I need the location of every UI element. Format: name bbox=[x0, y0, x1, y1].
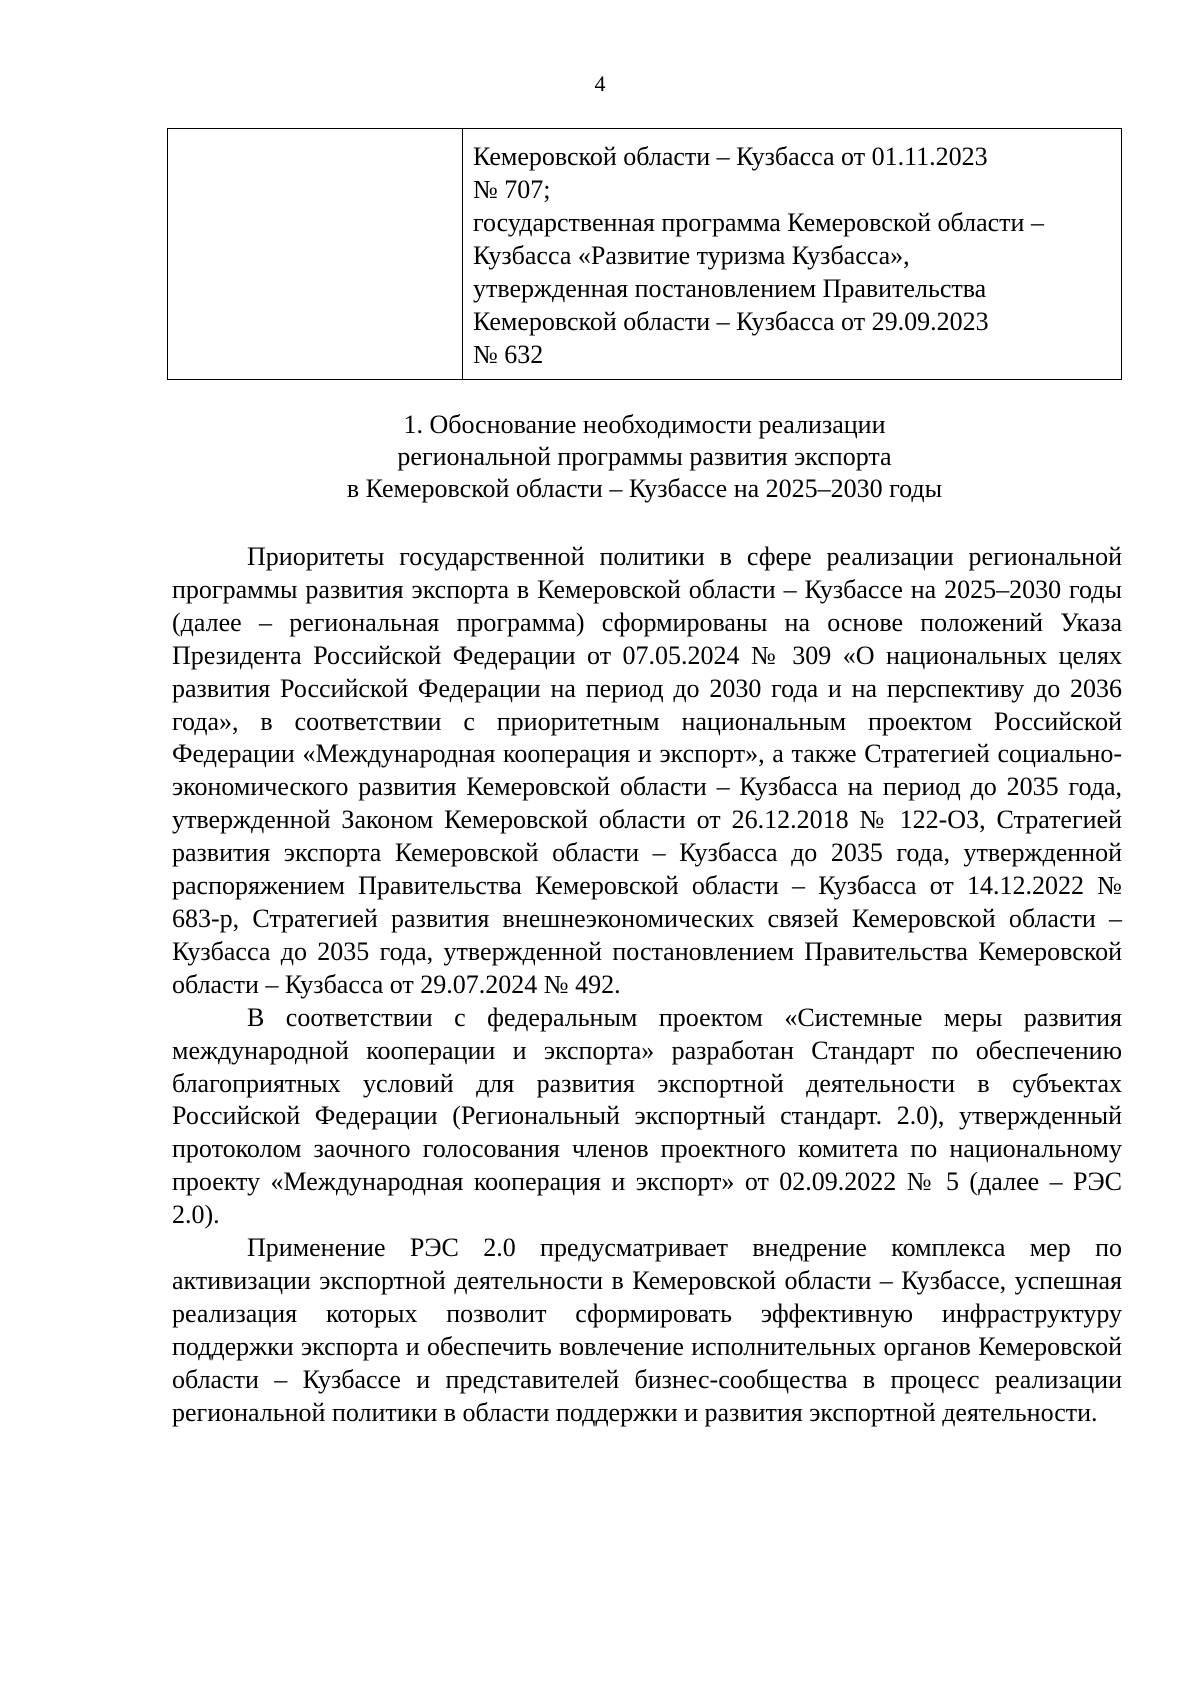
table-left-cell bbox=[168, 129, 463, 380]
table-cell-line: № 632 bbox=[473, 340, 544, 369]
body-paragraph: Приоритеты государственной политики в сфере реализации региональной программы развития экспорта в Кемеровской области – Кузбассе на 2025–2030 годы (далее – региональная программа) сформированы на основе положений Указа Президента Российской Федерации от 07.05.2024 № 309 «О национальных целях развития Российской Федерации на период до 2030 года и на перспективу до 2036 года», в соответствии с приоритетным национальным проектом Российской Федерации «Международная кооперация и экспорт», а также Стратегией социально-экономического развития Кемеровской области – Кузбасса на период до 2035 года, утвержденной Законом Кемеровской области от 26.12.2018 № 122-ОЗ, Стратегией развития экспорта Кемеровской области – Кузбасса до 2035 года, утвержденной распоряжением Правительства Кемеровской области – Кузбасса от 14.12.2022 № 683-р, Стратегией развития внешнеэкономических связей Кемеровской области – Кузбасса до 2035 года, утвержденной постановлением Правительства Кемеровской области – Кузбасса от 29.07.2024 № 492. bbox=[172, 542, 1122, 999]
section-heading bbox=[167, 409, 1122, 505]
table-row bbox=[168, 129, 1122, 380]
page-number: 4 bbox=[594, 71, 606, 96]
body-text bbox=[172, 541, 1122, 1429]
section-heading-line: 1. Обоснование необходимости реализации bbox=[403, 410, 886, 439]
table-cell-line: Кузбасса «Развитие туризма Кузбасса», bbox=[473, 241, 910, 270]
table-cell-line: Кемеровской области – Кузбасса от 29.09.2023 bbox=[473, 307, 989, 336]
table-cell-line: государственная программа Кемеровской области – bbox=[473, 208, 1044, 237]
body-paragraph: В соответствии с федеральным проектом «Системные меры развития международной кооперации и экспорта» разработан Стандарт по обеспечению благоприятных условий для развития экспортной деятельности в субъектах Российской Федерации (Региональный экспортный стандарт. 2.0), утвержденный протоколом заочного голосования членов проектного комитета по национальному проекту «Международная кооперация и экспорт» от 02.09.2022 № 5 (далее – РЭС 2.0). bbox=[172, 1002, 1122, 1230]
section-heading-line: региональной программы развития экспорта bbox=[397, 442, 892, 471]
table-cell-line: № 707; bbox=[473, 175, 551, 204]
section-heading-line: в Кемеровской области – Кузбассе на 2025–2030 годы bbox=[346, 474, 943, 503]
body-paragraph: Применение РЭС 2.0 предусматривает внедрение комплекса мер по активизации экспортной деятельности в Кемеровской области – Кузбассе, успешная реализация которых позволит сформировать эффективную инфраструктуру поддержки экспорта и обеспечить вовлечение исполнительных органов Кемеровской области – Кузбассе и представителей бизнес-сообщества в процесс реализации региональной политики в области поддержки и развития экспортной деятельности. bbox=[172, 1233, 1122, 1427]
table-cell-line: Кемеровской области – Кузбасса от 01.11.2023 bbox=[473, 142, 988, 171]
continuation-table bbox=[167, 128, 1122, 380]
table-right-cell bbox=[463, 129, 1122, 380]
table-cell-line: утвержденная постановлением Правительства bbox=[473, 274, 987, 303]
